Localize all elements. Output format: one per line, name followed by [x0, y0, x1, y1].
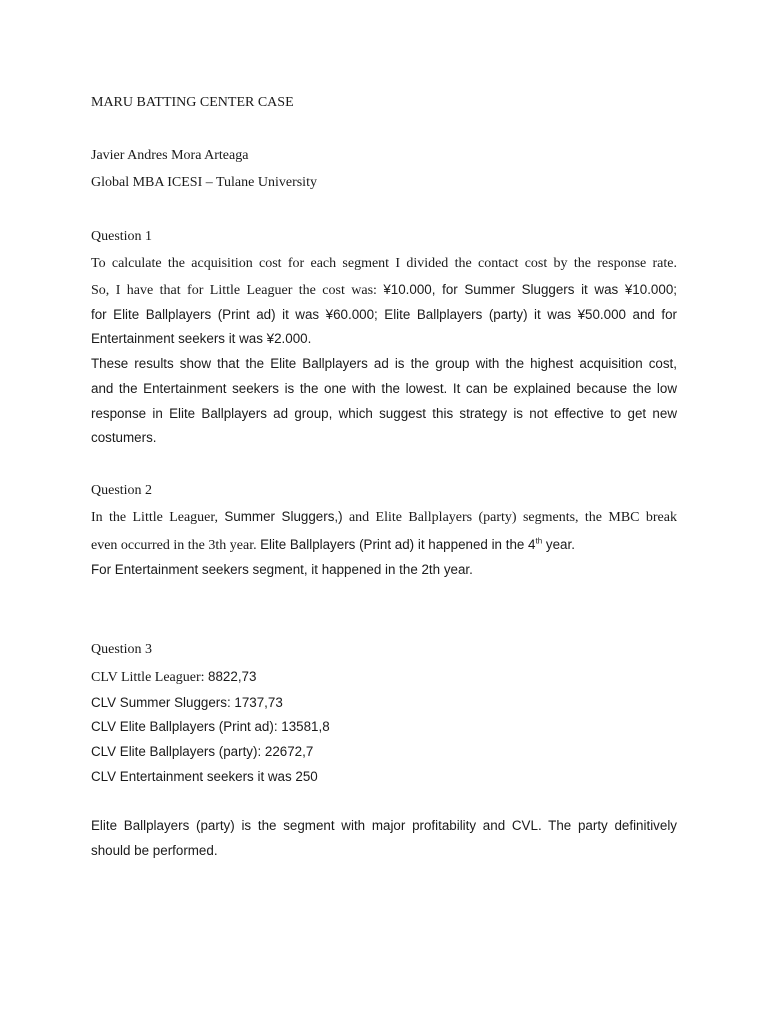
q2-text-segment: and Elite Ballplayers (party) segments, the MBC break	[342, 510, 677, 525]
clv-elite-party: CLV Elite Ballplayers (party): 22672,7	[91, 744, 314, 759]
q1-paragraph-line: and the Entertainment seekers is the one with the lowest. It can be explained because the low	[91, 381, 677, 396]
author-name: Javier Andres Mora Arteaga	[91, 148, 249, 163]
q1-text-segment: ¥10.000, for Summer Sluggers it was ¥10.000;	[383, 282, 677, 297]
q2-text-segment: Elite Ballplayers (Print ad) it happened in the 4	[260, 537, 536, 552]
q2-text-segment: year.	[542, 537, 575, 552]
question-2-heading: Question 2	[91, 483, 153, 498]
q1-paragraph-line: response in Elite Ballplayers ad group, which suggest this strategy is not effective to get new	[91, 406, 677, 421]
clv-elite-print-ad: CLV Elite Ballplayers (Print ad): 13581,8	[91, 719, 330, 734]
q2-paragraph-line	[91, 508, 677, 527]
q2-text-segment: In the Little Leaguer,	[91, 510, 225, 525]
question-3-heading: Question 3	[91, 642, 153, 657]
q2-text-segment: Summer Sluggers,)	[224, 509, 343, 524]
conclusion-line: Elite Ballplayers (party) is the segment with major profitability and CVL. The party definitively	[91, 818, 677, 833]
program-affiliation: Global MBA ICESI – Tulane University	[91, 175, 317, 190]
clv-label: CLV Little Leaguer:	[91, 670, 209, 685]
clv-entertainment-seekers: CLV Entertainment seekers it was 250	[91, 769, 318, 784]
clv-summer-sluggers: CLV Summer Sluggers: 1737,73	[91, 695, 283, 710]
q2-text-segment: even occurred in the 3th year.	[91, 538, 261, 553]
q2-paragraph-line	[91, 536, 575, 555]
q1-paragraph-line: To calculate the acquisition cost for each segment I divided the contact cost by the response rate.	[91, 256, 677, 271]
q1-text-segment: So, I have that for Little Leaguer the cost was:	[91, 283, 384, 298]
clv-little-leaguer	[91, 668, 256, 687]
q1-paragraph-line: Entertainment seekers it was ¥2.000.	[91, 331, 312, 346]
ordinal-superscript: th	[535, 536, 543, 546]
q1-paragraph-line	[91, 281, 677, 300]
q1-paragraph-line: for Elite Ballplayers (Print ad) it was ¥60.000; Elite Ballplayers (party) it was ¥50.000 and for	[91, 307, 677, 322]
q1-paragraph-line: These results show that the Elite Ballplayers ad is the group with the highest acquisition cost,	[91, 356, 677, 371]
q1-paragraph-line: costumers.	[91, 430, 157, 445]
conclusion-line: should be performed.	[91, 843, 218, 858]
document-title: MARU BATTING CENTER CASE	[91, 95, 294, 110]
clv-value: 8822,73	[208, 669, 257, 684]
question-1-heading: Question 1	[91, 229, 153, 244]
q2-paragraph-line: For Entertainment seekers segment, it happened in the 2th year.	[91, 562, 473, 577]
